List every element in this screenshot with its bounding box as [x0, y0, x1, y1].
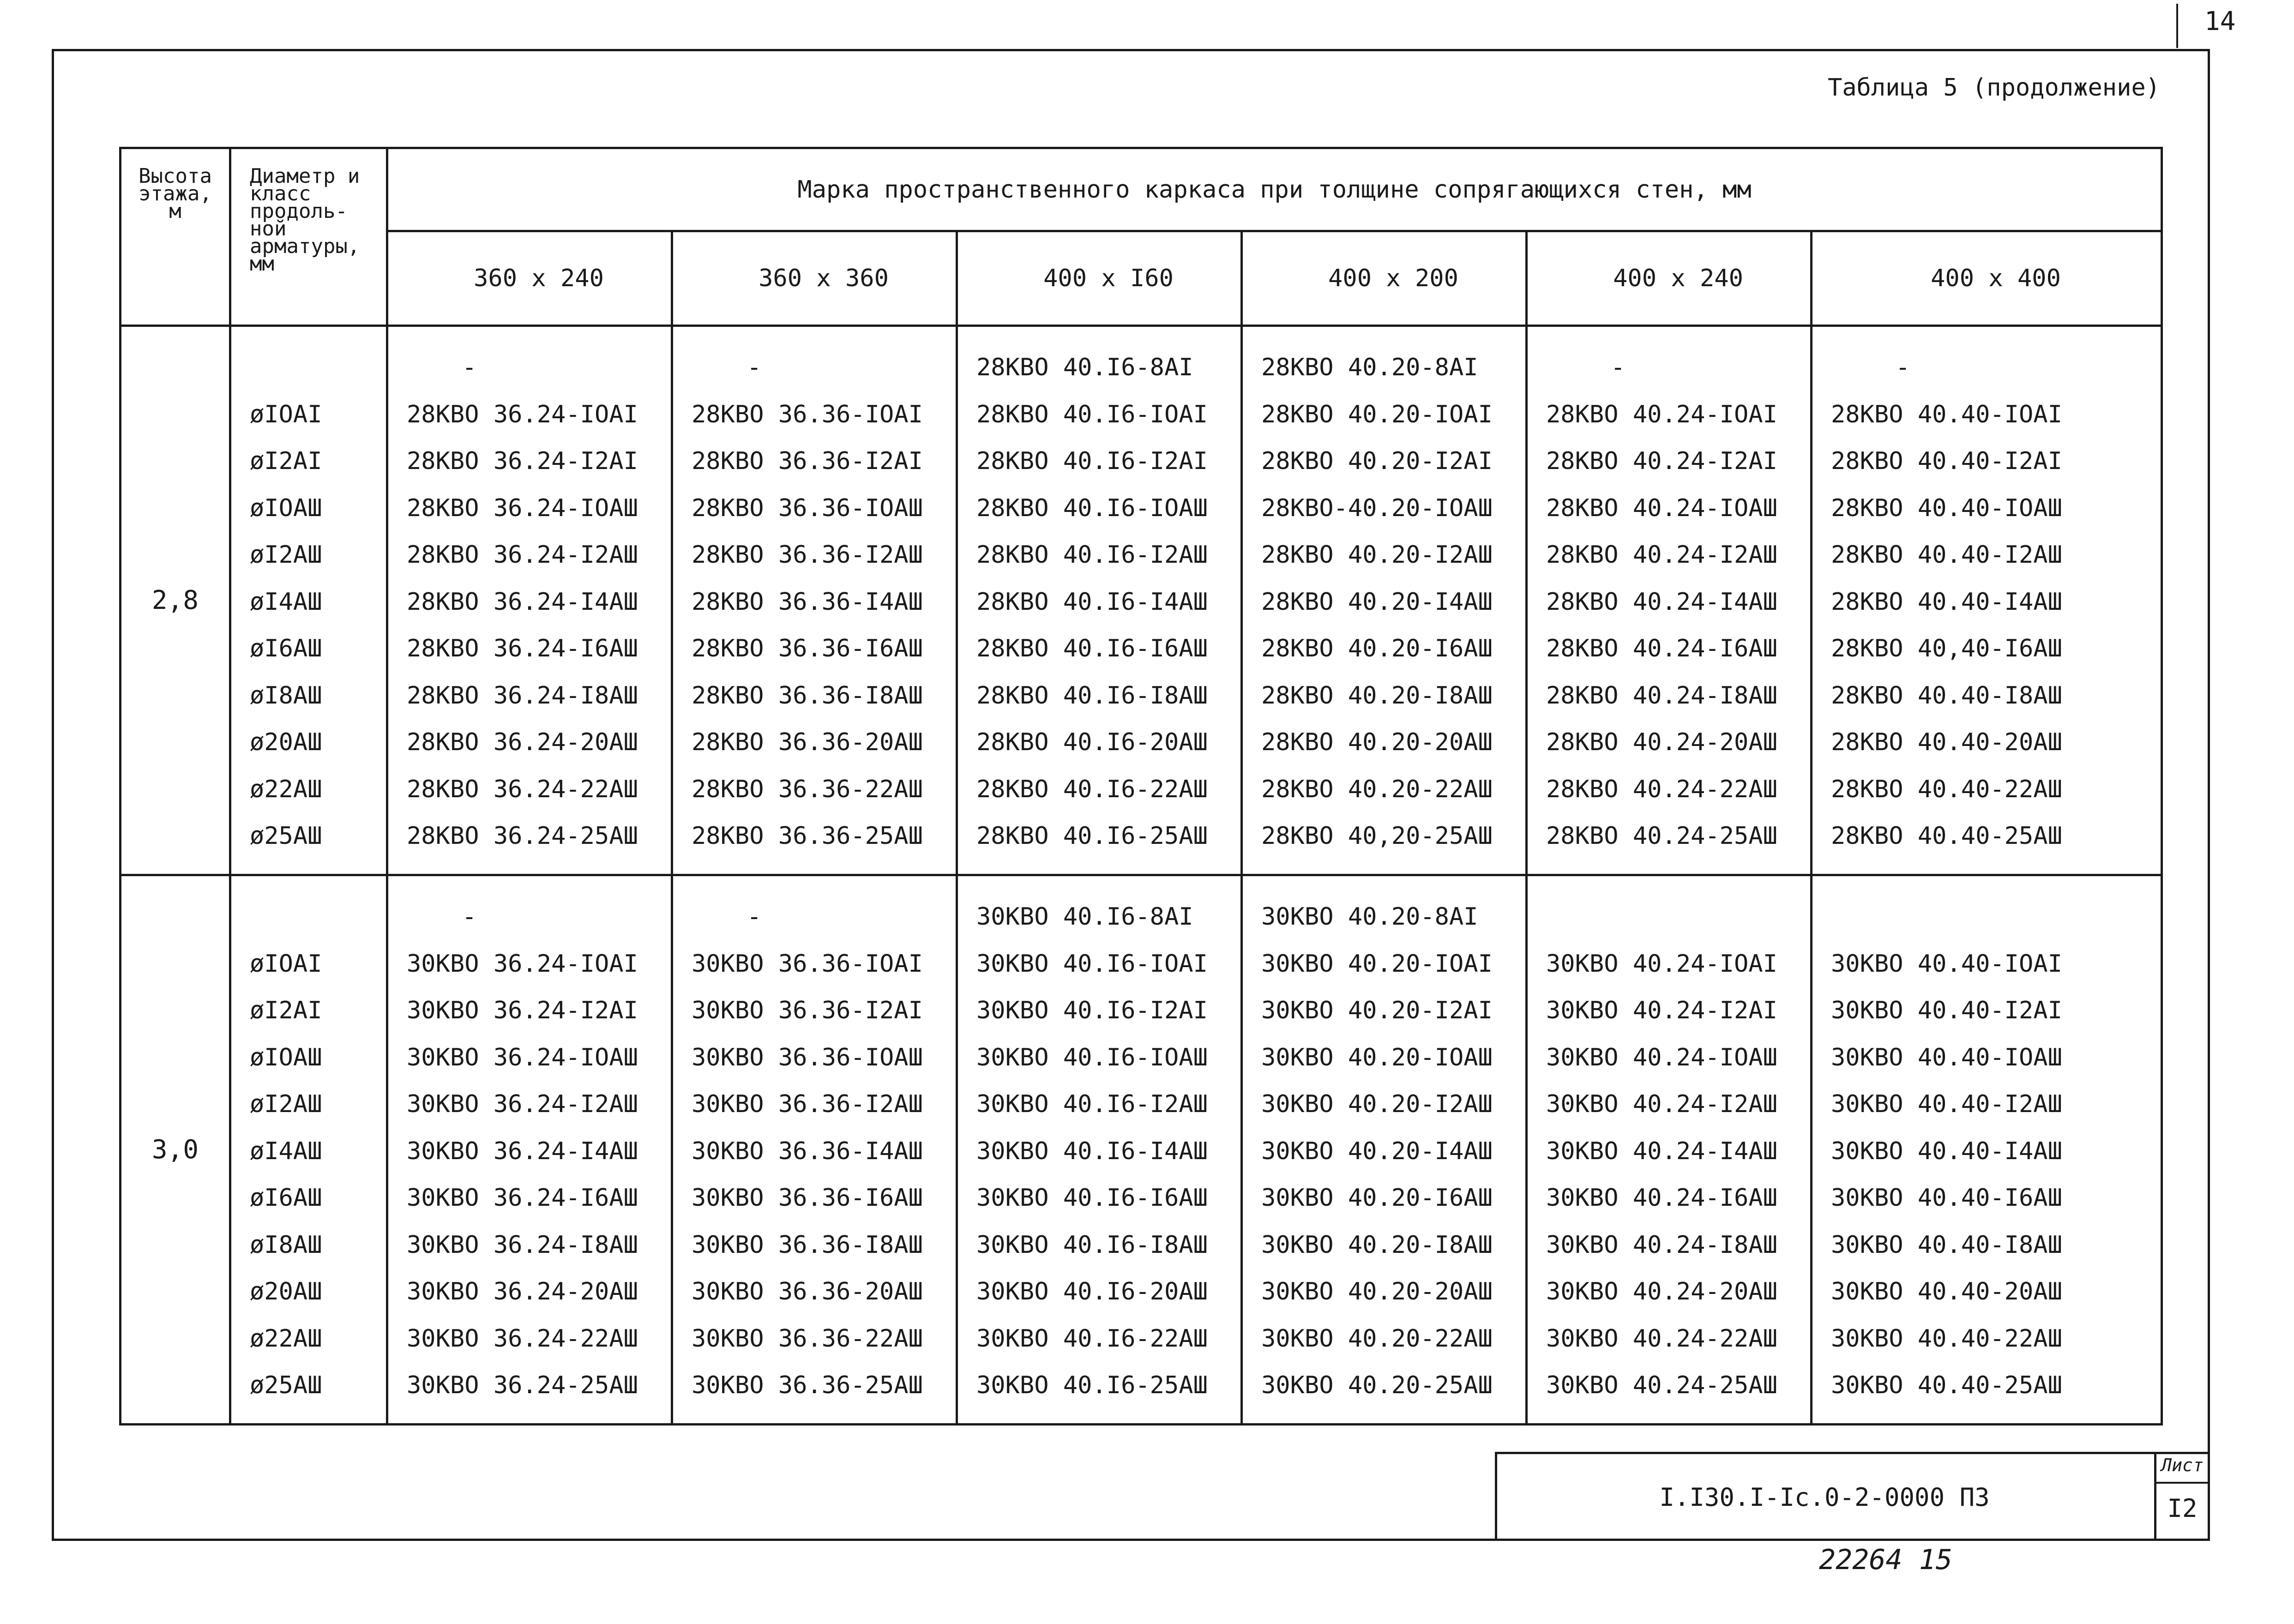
frame-mark: 28KBO 36.36-IOAI [692, 400, 923, 428]
frame-mark: 30KBO 36.24-I2AI [407, 997, 638, 1024]
frame-mark: 28KBO 40,40-I6AШ [1831, 635, 2062, 662]
frame-mark: 30KBO 40.24-I6AШ [1546, 1184, 1777, 1212]
frame-mark: 30KBO 40.24-I2AI [1546, 997, 1777, 1024]
diameter-class: øI6AШ [250, 635, 322, 662]
frame-mark: 28KBO 36.24-IOAШ [407, 494, 638, 522]
frame-mark: 28KBO 40.20-I2AI [1261, 447, 1493, 475]
diameter-class: ø20AШ [250, 728, 322, 756]
frame-mark: 30KBO 40.20-8AI [1261, 903, 1478, 931]
frame-mark: 30KBO 40.20-I8AШ [1261, 1231, 1493, 1259]
header-floor-height: Высота этажа, м [120, 148, 230, 326]
header-wall-size: 400 x 240 [1527, 231, 1812, 326]
frame-mark-column [1527, 326, 1812, 875]
frame-mark: 28KBO 40.40-I8AШ [1831, 681, 2062, 710]
frame-mark: 28KBO 36.36-I2AI [692, 447, 923, 475]
frame-mark: 30KBO 36.36-22AШ [692, 1324, 923, 1353]
frame-mark: - [1611, 354, 1626, 381]
diameter-class: ø25AШ [250, 822, 322, 850]
frame-mark: - [747, 903, 762, 931]
frame-mark: 30KBO 36.24-I4AШ [407, 1137, 638, 1165]
sheet-box-divider [2154, 1482, 2210, 1484]
frame-mark: 28KBO 40.20-20AШ [1261, 728, 1493, 756]
frame-mark: 28KBO 36.36-I2AШ [692, 541, 923, 569]
page-corner-number: 14 [2204, 6, 2236, 36]
frame-mark: 28KBO 36.24-I6AШ [407, 635, 638, 662]
header-wall-size: 360 x 360 [672, 231, 957, 326]
frame-mark: 30KBO 40.I6-I2AШ [976, 1090, 1208, 1118]
frame-mark-column [1812, 326, 2162, 875]
frame-mark: 28KBO 40.40-20AШ [1831, 728, 2062, 756]
diameter-list [230, 875, 387, 1425]
frame-mark: 28KBO 36.24-I2AШ [407, 541, 638, 569]
frame-mark: 30KBO 40.20-22AШ [1261, 1324, 1493, 1353]
frame-mark: 28KBO 40.24-I6AШ [1546, 635, 1777, 662]
frame-mark: 30KBO 40.I6-22AШ [976, 1324, 1208, 1353]
frame-mark: 30KBO 40.40-I2AШ [1831, 1090, 2062, 1118]
header-diameter-class: Диаметр и класс продоль-ной арматуры, мм [230, 148, 387, 326]
frame-mark: 30KBO 36.36-IOAI [692, 950, 923, 978]
frame-mark [1528, 894, 1810, 941]
frame-mark: 30KBO 40.20-IOAI [1261, 950, 1493, 978]
diameter-class: ø22AШ [250, 1324, 322, 1353]
frame-mark: - [462, 354, 477, 381]
frame-mark: 28KBO 40.40-IOAШ [1831, 494, 2062, 522]
frame-mark: 28KBO 40.40-I2AШ [1831, 541, 2062, 569]
frame-mark: 30KBO 36.24-20AШ [407, 1278, 638, 1305]
diameter-class [231, 894, 386, 941]
frame-mark: 28KBO 36.36-IOAШ [692, 494, 923, 522]
diameter-class [231, 344, 386, 391]
frame-mark: 28KBO 40.20-I2AШ [1261, 541, 1493, 569]
diameter-class: øI2AШ [250, 1090, 322, 1118]
frame-mark: 28KBO 40.40-IOAI [1831, 400, 2062, 428]
frame-mark: 30KBO 36.36-IOAШ [692, 1043, 923, 1071]
frame-mark: 30KBO 40.I6-25AШ [976, 1371, 1208, 1399]
frame-mark: 30KBO 40.40-I6AШ [1831, 1184, 2062, 1212]
frame-mark: 28KBO 36.24-I4AШ [407, 588, 638, 616]
frame-mark: 28KBO 36.24-25AШ [407, 822, 638, 850]
frame-mark: 30KBO 36.24-I2AШ [407, 1090, 638, 1118]
frame-mark: 30KBO 40.I6-I2AI [976, 997, 1208, 1024]
frame-mark: - [462, 903, 477, 931]
frame-mark: 30KBO 40.20-I2AI [1261, 997, 1493, 1024]
frame-mark: 30KBO 36.36-I4AШ [692, 1137, 923, 1165]
frame-mark: 28KBO 40.24-I2AI [1546, 447, 1777, 475]
frame-mark: 30KBO 40.20-20AШ [1261, 1278, 1493, 1305]
frame-mark: 28KBO 40.I6-20AШ [976, 728, 1208, 756]
frame-mark: 30KBO 40.20-IOAШ [1261, 1043, 1493, 1071]
archive-number: 22264 15 [1819, 1544, 1952, 1576]
diameter-class: øI4AШ [250, 588, 322, 616]
diameter-class: øIOAI [250, 950, 322, 978]
floor-height-value: 2,8 [120, 326, 230, 875]
frame-mark: 28KBO 36.24-IOAI [407, 400, 638, 428]
frame-mark: 28KBO 40.40-25AШ [1831, 822, 2062, 850]
frame-mark-column [957, 326, 1242, 875]
frame-mark: 30KBO 40.20-I4AШ [1261, 1137, 1493, 1165]
frame-mark: 28KBO 40.24-25AШ [1546, 822, 1777, 850]
frame-mark: 28KBO 36.24-I8AШ [407, 681, 638, 710]
diameter-class: øIOAI [250, 400, 322, 428]
diameter-class: ø25AШ [250, 1371, 322, 1399]
frame-mark: 28KBO 40.20-I8AШ [1261, 681, 1493, 710]
frame-mark: 30KBO 40.24-I2AШ [1546, 1090, 1777, 1118]
frame-mark: 28KBO 40.20-8AI [1261, 354, 1478, 381]
frame-mark: 28KBO 40.24-IOAШ [1546, 494, 1777, 522]
frame-mark: 28KBO 40.24-22AШ [1546, 775, 1777, 803]
diameter-class: øI8AШ [250, 1231, 322, 1259]
frame-mark: 30KBO 40.24-IOAI [1546, 950, 1777, 978]
frame-mark: 30KBO 36.24-25AШ [407, 1371, 638, 1399]
header-wall-size: 360 x 240 [387, 231, 672, 326]
frame-mark: 28KBO 40.24-IOAI [1546, 400, 1777, 428]
frame-mark: 28KBO 40.40-I2AI [1831, 447, 2062, 475]
frame-mark: 30KBO 36.24-IOAI [407, 950, 638, 978]
frame-mark: 30KBO 40.I6-20AШ [976, 1278, 1208, 1305]
frame-mark: 28KBO 40.24-20AШ [1546, 728, 1777, 756]
frame-mark: 30KBO 40.24-22AШ [1546, 1324, 1777, 1353]
frame-mark: 30KBO 40.I6-I8AШ [976, 1231, 1208, 1259]
frame-mark: 28KBO 40.20-I6AШ [1261, 635, 1493, 662]
diameter-class: øI8AШ [250, 681, 322, 710]
header-wall-size: 400 x 400 [1812, 231, 2162, 326]
frame-mark: 30KBO 36.36-20AШ [692, 1278, 923, 1305]
frame-mark: 28KBO 40.I6-I4AШ [976, 588, 1208, 616]
frame-mark: 30KBO 40.24-I4AШ [1546, 1137, 1777, 1165]
frame-mark: 28KBO 40,20-25AШ [1261, 822, 1493, 850]
frame-mark: 30KBO 40.I6-IOAI [976, 950, 1208, 978]
frame-mark-column [387, 326, 672, 875]
frame-mark: 28KBO 40.I6-IOAШ [976, 494, 1208, 522]
table-caption: Таблица 5 (продолжение) [1827, 74, 2160, 102]
frame-mark: - [1896, 354, 1910, 381]
frame-mark: 30KBO 40.40-25AШ [1831, 1371, 2062, 1399]
frame-mark-column [1812, 875, 2162, 1425]
diameter-class: øI6AШ [250, 1184, 322, 1212]
frame-mark: 30KBO 36.24-I8AШ [407, 1231, 638, 1259]
frame-mark: 28KBO 40.24-I2AШ [1546, 541, 1777, 569]
frame-mark: 28KBO 40.I6-IOAI [976, 400, 1208, 428]
frame-mark: 30KBO 40.20-25AШ [1261, 1371, 1493, 1399]
diameter-class: øIOAШ [250, 1043, 322, 1071]
frame-mark-column [387, 875, 672, 1425]
frame-mark: 30KBO 40.24-I8AШ [1546, 1231, 1777, 1259]
margin-tick [2176, 4, 2178, 48]
frame-mark: 30KBO 40.24-IOAШ [1546, 1043, 1777, 1071]
diameter-class: øI2AI [250, 997, 322, 1024]
frame-mark: 28KBO 36.24-22AШ [407, 775, 638, 803]
frame-mark-column [1242, 326, 1527, 875]
diameter-class: øI4AШ [250, 1137, 322, 1165]
frame-mark: 28KBO 36.36-I8AШ [692, 681, 923, 710]
frame-mark-column [672, 875, 957, 1425]
frame-mark: 30KBO 40.40-22AШ [1831, 1324, 2062, 1353]
floor-height-value: 3,0 [120, 875, 230, 1425]
header-wall-size: 400 x 200 [1242, 231, 1527, 326]
frame-mark: 28KBO 40.I6-I2AШ [976, 541, 1208, 569]
diameter-class: øIOAШ [250, 494, 322, 522]
frame-mark: 30KBO 36.24-I6AШ [407, 1184, 638, 1212]
frame-mark: 30KBO 40.40-IOAШ [1831, 1043, 2062, 1071]
frame-mark: 30KBO 40.20-I6AШ [1261, 1184, 1493, 1212]
frame-mark: 30KBO 36.36-I6AШ [692, 1184, 923, 1212]
header-frame-mark: Марка пространственного каркаса при толщине сопрягающихся стен, мм [387, 148, 2162, 231]
diameter-list [230, 326, 387, 875]
frame-mark: 30KBO 36.36-I2AI [692, 997, 923, 1024]
frame-mark: 28KBO 36.36-22AШ [692, 775, 923, 803]
sheet-label: Лист [2161, 1455, 2204, 1475]
frame-mark-column [957, 875, 1242, 1425]
frame-mark: 30KBO 40.20-I2AШ [1261, 1090, 1493, 1118]
sheet-number: I2 [2167, 1494, 2198, 1523]
frame-mark: 30KBO 36.36-I2AШ [692, 1090, 923, 1118]
frame-mark: - [747, 354, 762, 381]
frame-mark: 28KBO 40.I6-I2AI [976, 447, 1208, 475]
frame-mark: 30KBO 40.24-20AШ [1546, 1278, 1777, 1305]
frame-mark: 28KBO 40.I6-25AШ [976, 822, 1208, 850]
diameter-class: ø22AШ [250, 775, 322, 803]
diameter-class: ø20AШ [250, 1278, 322, 1305]
frame-mark: 28KBO 36.36-I6AШ [692, 635, 923, 662]
document-code: I.I30.I-Ic.0-2-0000 ПЗ [1659, 1483, 1990, 1512]
frame-mark: 28KBO 40.I6-8AI [976, 354, 1193, 381]
frame-mark: 30KBO 40.I6-IOAШ [976, 1043, 1208, 1071]
frame-mark: 28KBO 40.I6-22AШ [976, 775, 1208, 803]
frame-mark: 28KBO 40.20-I4AШ [1261, 588, 1493, 616]
frame-mark: 30KBO 40.40-I4AШ [1831, 1137, 2062, 1165]
frame-mark: 30KBO 40.40-I2AI [1831, 997, 2062, 1024]
frame-mark: 30KBO 36.24-22AШ [407, 1324, 638, 1353]
frame-mark: 30KBO 40.40-I8AШ [1831, 1231, 2062, 1259]
diameter-class: øI2AШ [250, 541, 322, 569]
frame-mark: 30KBO 40.I6-I4AШ [976, 1137, 1208, 1165]
frame-mark: 28KBO 40.24-I4AШ [1546, 588, 1777, 616]
frame-mark: 30KBO 40.24-25AШ [1546, 1371, 1777, 1399]
frame-mark-column [1242, 875, 1527, 1425]
frame-mark: 28KBO 36.36-I4AШ [692, 588, 923, 616]
frame-mark: 28KBO-40.20-IOAШ [1261, 494, 1493, 522]
header-wall-size: 400 x I60 [957, 231, 1242, 326]
frame-mark: 28KBO 36.24-20AШ [407, 728, 638, 756]
frame-mark: 30KBO 40.I6-8AI [976, 903, 1193, 931]
frame-mark: 28KBO 40.40-22AШ [1831, 775, 2062, 803]
frame-mark: 30KBO 40.I6-I6AШ [976, 1184, 1208, 1212]
frame-mark: 28KBO 36.36-20AШ [692, 728, 923, 756]
frame-mark: 28KBO 40.I6-I8AШ [976, 681, 1208, 710]
frame-mark-column [672, 326, 957, 875]
frame-mark: 28KBO 40.40-I4AШ [1831, 588, 2062, 616]
frame-mark-table [119, 147, 2163, 1426]
frame-mark: 28KBO 40.I6-I6AШ [976, 635, 1208, 662]
frame-mark: 28KBO 36.24-I2AI [407, 447, 638, 475]
frame-mark [1812, 894, 2161, 941]
frame-mark: 30KBO 40.40-20AШ [1831, 1278, 2062, 1305]
diameter-class: øI2AI [250, 447, 322, 475]
frame-mark: 30KBO 40.40-IOAI [1831, 950, 2062, 978]
frame-mark: 30KBO 36.24-IOAШ [407, 1043, 638, 1071]
frame-mark: 28KBO 40.20-22AШ [1261, 775, 1493, 803]
frame-mark: 28KBO 40.20-IOAI [1261, 400, 1493, 428]
frame-mark: 28KBO 36.36-25AШ [692, 822, 923, 850]
frame-mark: 30KBO 36.36-25AШ [692, 1371, 923, 1399]
frame-mark: 28KBO 40.24-I8AШ [1546, 681, 1777, 710]
frame-mark: 30KBO 36.36-I8AШ [692, 1231, 923, 1259]
frame-mark-column [1527, 875, 1812, 1425]
